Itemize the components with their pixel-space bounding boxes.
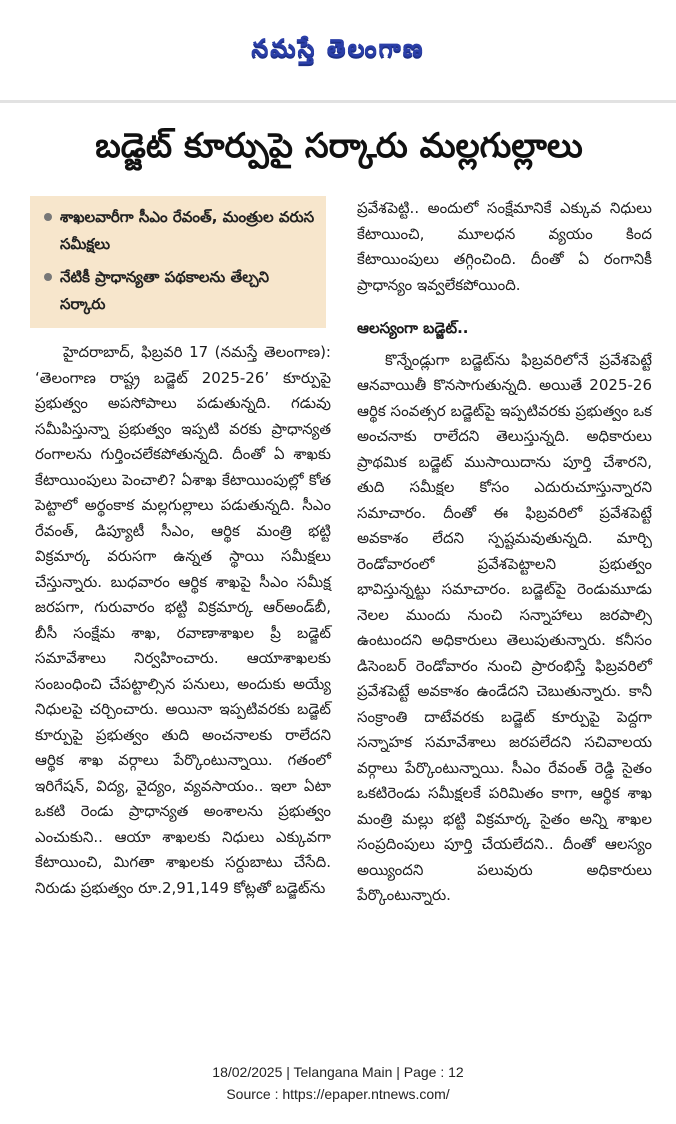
article-subheading: ఆలస్యంగా బడ్జెట్.. (357, 319, 469, 337)
highlight-item (44, 204, 318, 258)
article-headline: బడ్జెట్ కూర్పుపై సర్కారు మల్లగుల్లాలు (95, 126, 583, 166)
highlight-item (44, 264, 318, 318)
newspaper-logo: నమస్తే తెలంగాణ (251, 34, 425, 62)
bullet-icon (44, 273, 52, 281)
article-column-right (357, 196, 652, 909)
article-paragraph: కొన్నేండ్లుగా బడ్జెట్‌ను ఫిబ్రవరిలోనే ప్రవేశపెట్టే ఆనవాయితీ కొనసాగుతున్నది. అయితే 2025-26 ఆర్థిక సంవత్సర బడ్జెట్‌పై ఇప్పటివరకు ప్రభుత్వం ఒక అంచనాకు రాలేదని తెలుస్తున్నది. అధికారులు ప్రాథమిక బడ్జెట్ ముసాయిదాను పూర్తి చేశారని, తుది సమీక్షల కోసం ఎదురుచూస్తున్నారని సమాచారం. దీంతో ఈ ఫిబ్రవరిలో ప్రవేశపెట్టే అవకాశం లేదని స్పష్టమవుతున్నది. మార్చి రెండోవారంలో ప్రవేశపెట్టాలని ప్రభుత్వం భావిస్తున్నట్టు సమాచారం. బడ్జెట్‌పై రెండుమూడు నెలల ముందు నుంచి సన్నాహాలు జరపాల్సి ఉంటుందని అధికారులు తెలుపుతున్నారు. కనీసం డిసెంబర్ రెండోవారం నుంచి ప్రారంభిస్తే ఫిబ్రవరిలో ప్రవేశపెట్టే అవకాశం ఉండేదని చెబుతున్నారు. కానీ సంక్రాంతి దాటేవరకు బడ్జెట్ కూర్పుపై పెద్దగా సన్నాహక సమావేశాలు జరపలేదని సచివాలయ వర్గాలు పేర్కొంటున్నాయి. సీఎం రేవంత్ రెడ్డి సైతం ఒకటిరెండు సమీక్షలకే పరిమితం కాగా, ఆర్థిక శాఖ మంత్రి మల్లు భట్టి విక్రమార్క సైతం అన్ని శాఖల సంప్రదింపులు పూర్తి చేయలేదని.. దీంతో ఆలస్యం అయ్యిందని పలువురు అధికారులు పేర్కొంటున్నారు. (357, 350, 652, 904)
masthead-divider (0, 100, 676, 103)
article-column-left (35, 340, 331, 901)
highlight-text: నేటికీ ప్రాధాన్యతా పథకాలను తేల్చని సర్కారు (60, 268, 270, 313)
highlights-box (30, 196, 326, 328)
highlight-text: శాఖలవారీగా సీఎం రేవంత్, మంత్రుల వరుస సమీక్షలు (60, 208, 315, 253)
article-paragraph: హైదరాబాద్, ఫిబ్రవరి 17 (నమస్తే తెలంగాణ): ‘తెలంగాణ రాష్ట్ర బడ్జెట్ 2025-26’ కూర్పుపై ప్రభుత్వం అపసోపాలు పడుతున్నది. గడువు సమీపిస్తున్నా ప్రభుత్వం ఇప్పటి వరకు ప్రాధాన్యత రంగాలను గుర్తించలేకపోతున్నది. దీంతో ఏ శాఖకు కేటాయింపులు పెంచాలి? ఏశాఖ కేటాయింపుల్లో కోత పెట్టాలో అర్థంకాక మల్లగుల్లాలు పడుతున్నది. సీఎం రేవంత్, డిప్యూటీ సీఎం, ఆర్థిక మంత్రి భట్టి విక్రమార్క వరుసగా ఉన్నత స్థాయి సమీక్షలు చేస్తున్నారు. బుధవారం ఆర్థిక శాఖపై సీఎం సమీక్ష జరపగా, గురువారం భట్టి విక్రమార్క ఆర్అండ్‌బీ, బీసీ సంక్షేమ శాఖ, రవాణాశాఖల ప్రీ బడ్జెట్ సమావేశాలు నిర్వహించారు. ఆయాశాఖలకు సంబంధించి చేపట్టాల్సిన పనులు, అందుకు అయ్యే నిధులపై చర్చించారు. అయినా ఇప్పటివరకు బడ్జెట్ కూర్పుపై ప్రభుత్వం తుది అంచనాలకు రాలేదని ఆర్థిక శాఖ వర్గాలు పేర్కొంటున్నాయి. గతంలో ఇరిగేషన్, విద్య, వైద్యం, వ్యవసాయం.. ఇలా ఏటా ఒకటి రెండు ప్రాధాన్యత అంశాలను ప్రభుత్వం ఎంచుకుని.. ఆయా శాఖలకు నిధులు ఎక్కువగా కేటాయించి, మిగతా శాఖలకు సర్దుబాటు చేసేది. నిరుడు ప్రభుత్వం రూ.2,91,149 కోట్లతో బడ్జెట్‌ను (35, 343, 331, 897)
footer-source: Source : https://epaper.ntnews.com/ (226, 1086, 450, 1102)
footer-edition-info: 18/02/2025 | Telangana Main | Page : 12 (212, 1064, 464, 1080)
masthead (0, 0, 676, 96)
bullet-icon (44, 213, 52, 221)
article-paragraph: ప్రవేశపెట్టి.. అందులో సంక్షేమానికే ఎక్కువ నిధులు కేటాయించి, మూలధన వ్యయం కింద కేటాయింపులు తగ్గించింది. దీంతో ఏ రంగానికీ ప్రాధాన్యం ఇవ్వలేకపోయింది. (357, 199, 652, 294)
